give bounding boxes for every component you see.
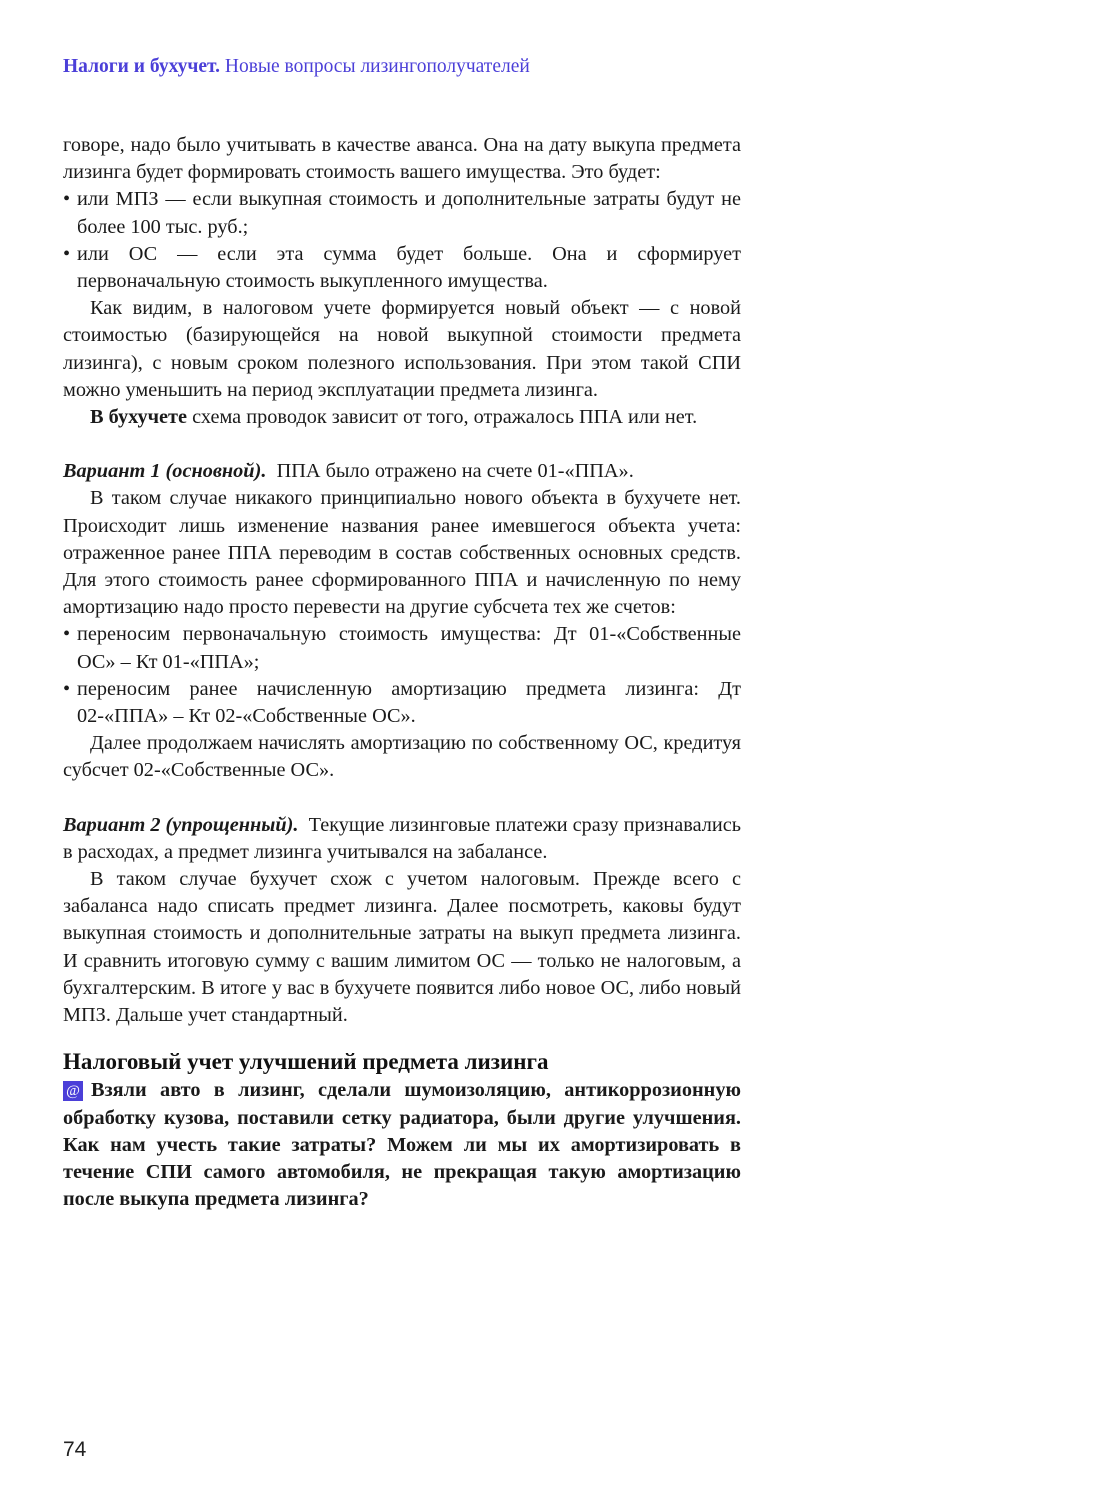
variant2-heading-paragraph bbox=[63, 812, 741, 866]
running-head-subtitle: Новые вопросы лизингополучателей bbox=[224, 56, 530, 77]
section-heading: Налоговый учет улучшений предмета лизинга bbox=[63, 1049, 549, 1075]
bullet-icon: • bbox=[63, 188, 71, 211]
bullet-icon: • bbox=[63, 242, 71, 265]
body-text bbox=[63, 132, 741, 1214]
variant2-paragraph: В таком случае бухучет схож с учетом налоговым. Прежде всего с забаланса надо списать предмет лизинга. Далее посмотреть, каковы будут выкупная стоимость и дополнительные затраты на выкуп предмета лизинга. И сравнить итоговую сумму с вашим лимитом ОС — только не налоговым, а бухгалтерским. В итоге у вас в бухучете появится либо новое ОС, либо новый МПЗ. Дальше учет стандартный. bbox=[63, 868, 741, 1027]
variant1-heading-paragraph bbox=[63, 458, 741, 485]
list-item bbox=[63, 241, 741, 295]
running-head bbox=[63, 55, 763, 79]
variant1-title: Вариант 1 (основной). bbox=[63, 460, 267, 483]
intro-bullet-list bbox=[63, 186, 741, 295]
reader-question-text: Взяли авто в лизинг, сделали шумоизоляцию, антикоррозионную обработку кузова, поставили сетку радиатора, были другие улучшения. Как нам учесть такие затраты? Можем ли мы их амортизировать в течение СПИ самого автомобиля, не прекращая такую амортизацию после выкупа предмета лизинга? bbox=[63, 1079, 741, 1211]
at-sign-icon: @ bbox=[63, 1081, 83, 1101]
list-item-text: переносим первоначальную стоимость имущества: Дт 01-«Собственные ОС» – Кт 01-«ППА»; bbox=[77, 623, 741, 673]
bullet-icon: • bbox=[63, 677, 71, 700]
variant2-title: Вариант 2 (упрощенный). bbox=[63, 813, 299, 836]
variant1-lead: ППА было отражено на счете 01-«ППА». bbox=[276, 460, 634, 483]
variant1-closing-paragraph: Далее продолжаем начислять амортизацию по собственному ОС, кредитуя субсчет 02-«Собственные ОС». bbox=[63, 732, 741, 782]
bookkeeping-lead: В бухучете bbox=[90, 406, 188, 429]
tax-accounting-paragraph: Как видим, в налоговом учете формируется новый объект — с новой стоимостью (базирующейся на новой выкупной стоимости предмета лизинга), с новым сроком полезного использования. При этом такой СПИ можно уменьшить на период эксплуатации предмета лизинга. bbox=[63, 297, 741, 401]
variant2-lead: Текущие лизинговые платежи сразу признавались в расходах, а предмет лизинга учитывался на забалансе. bbox=[63, 813, 742, 863]
variant1-bullet-list bbox=[63, 621, 741, 730]
bookkeeping-text: схема проводок зависит от того, отражалось ППА или нет. bbox=[187, 406, 698, 429]
list-item-text: или МПЗ — если выкупная стоимость и дополнительные затраты будут не более 100 тыс. руб.; bbox=[77, 188, 741, 238]
bookkeeping-paragraph bbox=[63, 404, 741, 431]
spacer bbox=[63, 431, 741, 458]
reader-question bbox=[63, 1077, 741, 1213]
list-item-text: переносим ранее начисленную амортизацию предмета лизинга: Дт 02-«ППА» – Кт 02-«Собственные ОС». bbox=[77, 677, 741, 728]
list-item bbox=[63, 676, 741, 730]
page-number: 74 bbox=[63, 1438, 87, 1461]
bullet-icon: • bbox=[63, 623, 71, 646]
variant1-paragraph: В таком случае никакого принципиально нового объекта в бухучете нет. Происходит лишь изменение названия ранее имевшегося объекта учета: отраженное ранее ППА переводим в состав собственных основных средств. Для этого стоимость ранее сформированного ППА и начисленную по нему амортизацию надо просто перевести на другие субсчета тех же счетов: bbox=[63, 487, 741, 619]
list-item-text: или ОС — если эта сумма будет больше. Она и сформирует первоначальную стоимость выкупленного имущества. bbox=[77, 242, 741, 293]
list-item bbox=[63, 621, 741, 675]
running-head-section: Налоги и бухучет. bbox=[63, 56, 221, 77]
list-item bbox=[63, 186, 741, 240]
spacer bbox=[63, 785, 741, 812]
intro-paragraph: говоре, надо было учитывать в качестве аванса. Она на дату выкупа предмета лизинга будет формировать стоимость вашего имущества. Это будет: bbox=[63, 134, 741, 184]
